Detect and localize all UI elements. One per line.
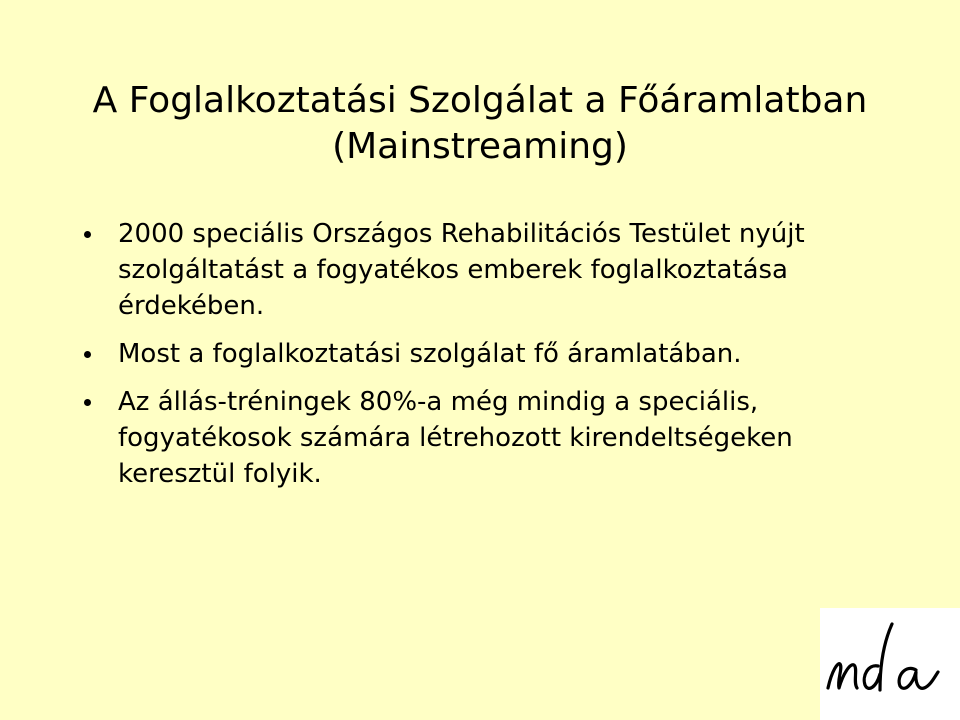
slide-title xyxy=(0,78,960,170)
nda-logo-icon xyxy=(820,608,960,720)
bullet-text: Most a foglalkoztatási szolgálat fő áramlatában. xyxy=(118,339,742,369)
bullet-text: Az állás-tréningek 80%-a még mindig a speciális, fogyatékosok számára létrehozott kirendeltségeken keresztül folyik. xyxy=(118,387,793,489)
logo-box xyxy=(820,608,960,720)
bullet-item xyxy=(80,384,900,492)
bullet-dot-icon xyxy=(84,399,91,406)
bullet-list xyxy=(80,216,900,504)
bullet-text: 2000 speciális Országos Rehabilitációs Testület nyújt szolgáltatást a fogyatékos emberek foglalkoztatása érdekében. xyxy=(118,219,805,321)
bullet-item xyxy=(80,336,900,372)
bullet-dot-icon xyxy=(84,231,91,238)
title-line-2: (Mainstreaming) xyxy=(332,126,628,167)
bullet-item xyxy=(80,216,900,324)
bullet-dot-icon xyxy=(84,351,91,358)
title-line-1: A Foglalkoztatási Szolgálat a Főáramlatban xyxy=(92,80,868,121)
